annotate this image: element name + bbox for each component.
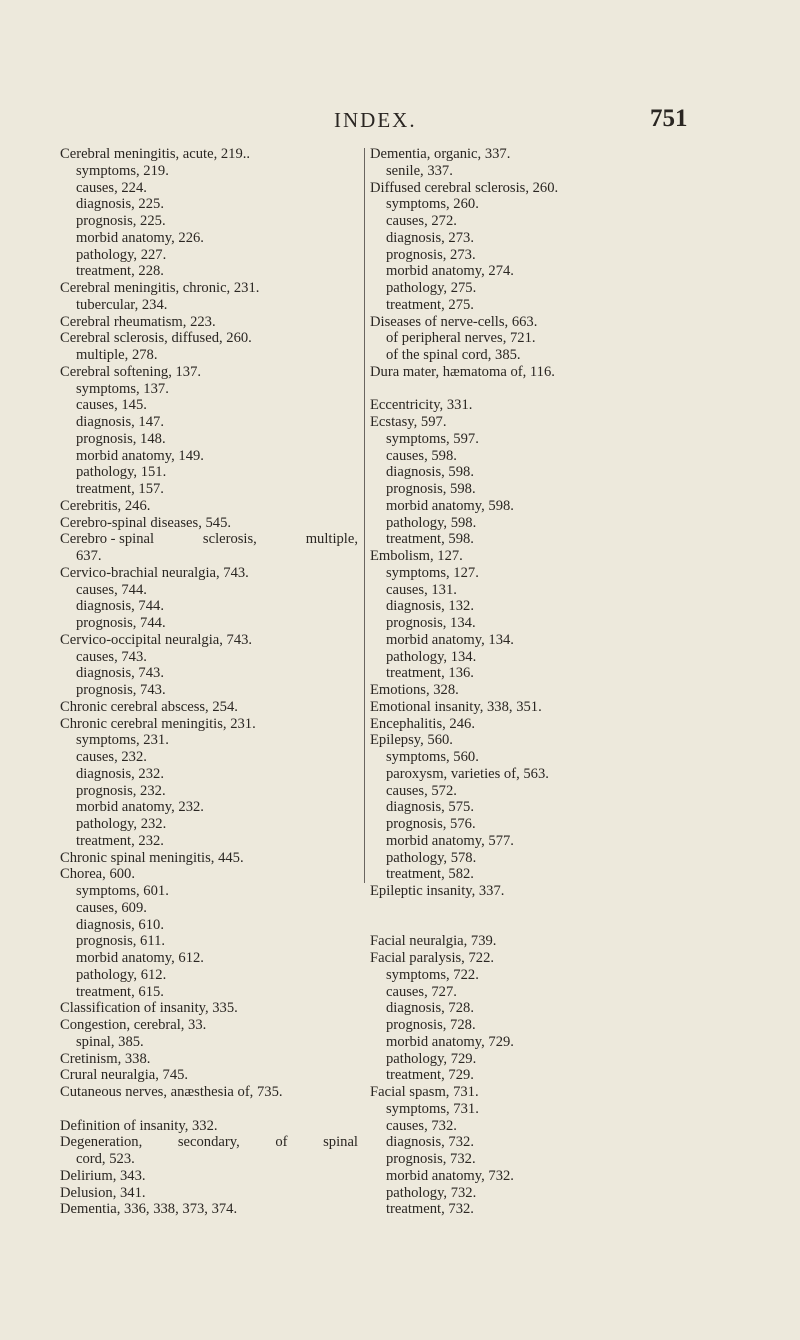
index-entry-sub: tubercular, 234.	[76, 296, 168, 313]
index-entry-main: Cervico-brachial neuralgia, 743.	[60, 564, 249, 581]
index-entry-sub: symptoms, 731.	[386, 1100, 479, 1117]
index-entry-sub: prognosis, 273.	[386, 246, 476, 263]
index-entry-sub: paroxysm, varieties of, 563.	[386, 765, 549, 782]
index-entry-sub: causes, 732.	[386, 1117, 457, 1134]
index-entry-main: Classification of insanity, 335.	[60, 1000, 238, 1017]
index-entry-sub: treatment, 157.	[76, 481, 164, 497]
index-entry-sub: symptoms, 231.	[76, 732, 169, 749]
index-entry-sub: pathology, 134.	[386, 648, 477, 665]
index-entry-sub: prognosis, 232.	[76, 782, 166, 799]
entry-gap	[370, 917, 662, 934]
index-entry-main: Definition of insanity, 332.	[60, 1117, 218, 1134]
index-entry-main: Facial paralysis, 722.	[370, 950, 495, 966]
index-entry-word: sclerosis,	[202, 531, 257, 548]
index-entry-word: of	[275, 1134, 288, 1151]
index-entry-main: Embolism, 127.	[370, 548, 463, 564]
index-entry-main: Eccentricity, 331.	[370, 397, 473, 414]
index-entry-continuation: cord, 523.	[76, 1151, 135, 1167]
index-entry-sub: symptoms, 260.	[386, 196, 479, 213]
index-entry-sub: multiple, 278.	[76, 347, 158, 363]
running-head	[0, 105, 800, 138]
index-entry-sub: treatment, 598.	[386, 531, 474, 548]
index-entry-main: Chronic cerebral abscess, 254.	[60, 698, 238, 715]
index-entry-word: Cerebro - spinal	[60, 531, 155, 548]
index-entry-sub: pathology, 598.	[386, 514, 477, 531]
index-entry-word: multiple,	[305, 531, 358, 548]
index-entry-sub: morbid anatomy, 226.	[76, 229, 204, 246]
index-entry-main: Cutaneous nerves, anæsthesia of, 735.	[60, 1084, 283, 1100]
index-entry-main: Crural neuralgia, 745.	[60, 1067, 189, 1084]
index-entry-sub: prognosis, 743.	[76, 682, 166, 698]
index-entry-sub: spinal, 385.	[76, 1033, 144, 1050]
index-entry-sub: diagnosis, 132.	[386, 598, 474, 615]
index-entry-sub: symptoms, 560.	[386, 749, 479, 765]
index-entry-sub: prognosis, 134.	[386, 615, 476, 631]
index-entry-sub: treatment, 615.	[76, 983, 164, 1000]
index-entry-sub: prognosis, 598.	[386, 481, 476, 497]
index-entry-sub: causes, 598.	[386, 447, 457, 464]
index-entry-main: Diseases of nerve-cells, 663.	[370, 313, 538, 330]
index-entry-main: Dementia, organic, 337.	[370, 146, 511, 162]
index-entry-sub: pathology, 732.	[386, 1184, 477, 1201]
index-entry-main: Facial neuralgia, 739.	[370, 933, 497, 950]
index-entry-sub: symptoms, 601.	[76, 883, 169, 899]
index-entry-sub: pathology, 612.	[76, 966, 167, 983]
index-entry-sub: diagnosis, 743.	[76, 665, 164, 682]
index-entry-sub: morbid anatomy, 274.	[386, 263, 514, 280]
index-entry-sub: treatment, 732.	[386, 1201, 474, 1218]
index-entry-sub: treatment, 582.	[386, 866, 474, 883]
index-entry-sub: pathology, 232.	[76, 816, 167, 832]
index-entry-sub: symptoms, 597.	[386, 430, 479, 447]
index-entry-main: Cervico-occipital neuralgia, 743.	[60, 631, 253, 648]
index-entry-main: Dementia, 336, 338, 373, 374.	[60, 1201, 238, 1218]
index-entry-main: Emotions, 328.	[370, 682, 459, 698]
index-entry-sub: prognosis, 576.	[386, 816, 476, 832]
index-entry-sub: of the spinal cord, 385.	[386, 347, 521, 363]
index-entry-sub: prognosis, 744.	[76, 615, 166, 631]
index-entry-sub: diagnosis, 610.	[76, 916, 164, 933]
running-title: INDEX.	[334, 108, 417, 132]
index-entry-sub: causes, 145.	[76, 397, 147, 414]
index-entry-main	[60, 531, 358, 548]
index-entry-sub: prognosis, 611.	[76, 933, 166, 950]
index-entry-main: Encephalitis, 246.	[370, 715, 475, 732]
index-entry-sub: causes, 727.	[386, 983, 457, 1000]
index-entry-sub: treatment, 232.	[76, 832, 164, 849]
index-entry-sub: symptoms, 219.	[76, 162, 169, 179]
index-entry-main: Cretinism, 338.	[60, 1050, 151, 1067]
index-entry-sub: prognosis, 225.	[76, 213, 166, 229]
index-entry-sub: pathology, 275.	[386, 280, 477, 296]
index-entry-sub: causes, 743.	[76, 648, 147, 665]
index-entry-sub: morbid anatomy, 612.	[76, 950, 204, 966]
index-entry-main: Epilepsy, 560.	[370, 732, 453, 749]
index-entry-sub: pathology, 151.	[76, 464, 167, 481]
index-entry-main: Ecstasy, 597.	[370, 414, 447, 430]
index-entry-word: secondary,	[177, 1134, 240, 1151]
column-divider	[364, 148, 365, 883]
index-entry-main: Diffused cerebral sclerosis, 260.	[370, 179, 559, 196]
index-entry-main: Cerebral meningitis, acute, 219..	[60, 146, 251, 162]
index-entry-sub: diagnosis, 147.	[76, 414, 164, 430]
index-entry-sub: symptoms, 722.	[386, 966, 479, 983]
index-entry-sub: symptoms, 127.	[386, 564, 479, 581]
index-entry-sub: treatment, 228.	[76, 263, 164, 280]
index-entry-sub: diagnosis, 728.	[386, 1000, 474, 1017]
index-column-right	[370, 146, 662, 1218]
index-entry-continuation: 637.	[76, 548, 102, 564]
index-entry-sub: diagnosis, 598.	[386, 464, 474, 481]
index-entry-sub: diagnosis, 732.	[386, 1134, 474, 1151]
index-entry-sub: morbid anatomy, 232.	[76, 799, 204, 816]
index-entry-main: Epileptic insanity, 337.	[370, 883, 505, 899]
index-entry-main: Cerebral softening, 137.	[60, 363, 202, 380]
index-entry-sub: diagnosis, 225.	[76, 196, 164, 213]
index-entry-main: Cerebral rheumatism, 223.	[60, 313, 216, 330]
index-entry-main: Chronic cerebral meningitis, 231.	[60, 715, 256, 732]
index-entry-sub: prognosis, 732.	[386, 1151, 476, 1167]
index-entry-sub: causes, 131.	[386, 581, 457, 598]
index-entry-sub: morbid anatomy, 729.	[386, 1033, 514, 1050]
index-entry-main	[60, 1134, 358, 1151]
index-entry-sub: diagnosis, 744.	[76, 598, 164, 615]
index-entry-sub: morbid anatomy, 577.	[386, 832, 514, 849]
index-entry-main: Facial spasm, 731.	[370, 1084, 479, 1100]
index-entry-sub: morbid anatomy, 149.	[76, 447, 204, 464]
index-entry-sub: treatment, 275.	[386, 296, 474, 313]
index-entry-main: Cerebritis, 246.	[60, 497, 151, 514]
index-entry-sub: pathology, 578.	[386, 849, 477, 866]
index-entry-main: Congestion, cerebral, 33.	[60, 1017, 207, 1033]
index-entry-sub: diagnosis, 232.	[76, 765, 164, 782]
index-entry-sub: diagnosis, 273.	[386, 229, 474, 246]
entry-gap	[370, 900, 662, 917]
index-entry-main: Cerebral meningitis, chronic, 231.	[60, 280, 260, 296]
index-entry-sub: of peripheral nerves, 721.	[386, 330, 536, 347]
index-column-left	[60, 146, 358, 1218]
index-entry-sub: prognosis, 148.	[76, 430, 166, 447]
index-entry-main: Chorea, 600.	[60, 866, 135, 883]
index-entry-word: spinal	[323, 1134, 358, 1151]
index-entry-sub: causes, 272.	[386, 213, 457, 229]
index-entry-main: Chronic spinal meningitis, 445.	[60, 849, 244, 866]
entry-gap	[60, 1101, 358, 1118]
index-entry-sub: diagnosis, 575.	[386, 799, 474, 816]
page-number: 751	[650, 105, 688, 132]
index-entry-main: Dura mater, hæmatoma of, 116.	[370, 363, 555, 380]
index-entry-sub: symptoms, 137.	[76, 380, 169, 397]
index-entry-sub: morbid anatomy, 732.	[386, 1167, 514, 1184]
entry-gap	[370, 381, 662, 398]
index-entry-sub: causes, 224.	[76, 179, 147, 196]
index-entry-word: Degeneration,	[60, 1134, 143, 1151]
index-entry-main: Cerebral sclerosis, diffused, 260.	[60, 330, 252, 347]
index-entry-main: Delirium, 343.	[60, 1167, 146, 1184]
index-entry-sub: pathology, 729.	[386, 1050, 477, 1067]
index-entry-main: Cerebro-spinal diseases, 545.	[60, 514, 232, 531]
index-entry-sub: causes, 744.	[76, 581, 147, 598]
index-entry-main: Delusion, 341.	[60, 1184, 146, 1201]
index-entry-sub: treatment, 729.	[386, 1067, 474, 1084]
index-entry-sub: causes, 609.	[76, 899, 147, 916]
index-entry-sub: senile, 337.	[386, 162, 453, 179]
index-entry-sub: morbid anatomy, 134.	[386, 631, 514, 648]
index-entry-sub: pathology, 227.	[76, 246, 167, 263]
index-entry-sub: causes, 572.	[386, 782, 457, 799]
index-entry-sub: prognosis, 728.	[386, 1017, 476, 1033]
index-entry-main: Emotional insanity, 338, 351.	[370, 698, 542, 715]
index-entry-sub: treatment, 136.	[386, 665, 474, 682]
index-entry-sub: causes, 232.	[76, 749, 147, 765]
index-entry-sub: morbid anatomy, 598.	[386, 497, 514, 514]
